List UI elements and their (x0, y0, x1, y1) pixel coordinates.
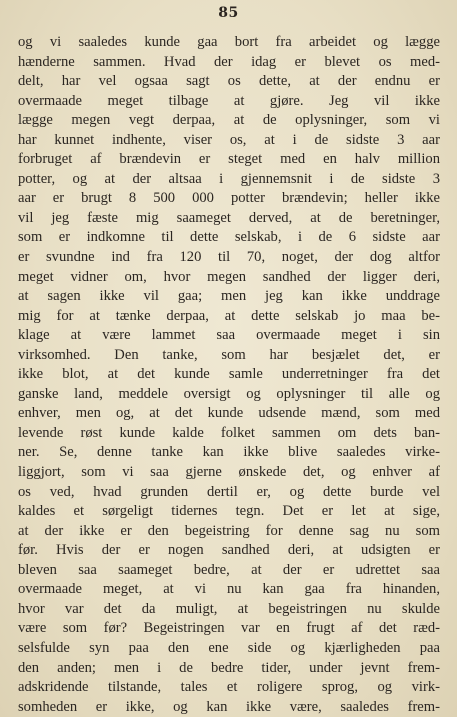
text-line: er svundne ind fra 120 til 70, noget, der dog altfor (18, 249, 440, 266)
text-line: har kunnet indhente, viser os, at i de sidste 3 aar (18, 131, 440, 148)
text-line: kaldes et sørgeligt tidernes tegn. Det er let at sige, (18, 503, 440, 520)
text-line: virksomhed. Den tanke, som har besjælet det, er (18, 346, 440, 363)
text-line: aar er brugt 8 500 000 potter brændevin; heller ikke (18, 190, 440, 207)
text-line: klage at være lammet saa overmaade meget i sin (18, 327, 440, 344)
text-line: selsfulde syn paa den ene side og kjærligheden paa (18, 639, 440, 656)
text-line: før. Hvis der er nogen sandhed deri, at udsigten er (18, 542, 440, 559)
text-line: at sagen ikke vil gaa; men jeg kan ikke unddrage (18, 288, 440, 305)
text-line: levende røst kunde kalde folket sammen om dets ban- (18, 424, 440, 441)
text-line: enhver, men og, at det kunde udsende mænd, som med (18, 405, 440, 422)
text-line: den anden; men i de bedre tider, under jevnt frem- (18, 659, 440, 676)
text-line: adskridende tilstande, tales et roligere sprog, og virk- (18, 679, 440, 696)
text-line: somheden er ikke, og kan ikke være, saaledes frem- (18, 698, 440, 715)
text-line: som er indkomne til dette selskab, i de 6 sidste aar (18, 229, 440, 246)
text-line: og vi saaledes kunde gaa bort fra arbeidet og lægge (18, 34, 440, 50)
text-line: overmaade meget, at vi nu kan gaa fra hinanden, (18, 581, 440, 598)
text-line: ikke blot, at det kunde samle underretninger fra det (18, 366, 440, 383)
text-line: bleven saa saameget bedre, at der er udrettet saa (18, 561, 440, 578)
text-line: mig for at tænke derpaa, at dette selskab jo maa be- (18, 307, 440, 324)
text-line: delt, har vel ogsaa sagt os dette, at der endnu er (18, 73, 440, 90)
body-text (18, 33, 440, 717)
text-line: vil jeg fæste mig saameget derved, at de beretninger, (18, 209, 440, 226)
text-line: os ved, hvad grunden dertil er, og dette burde vel (18, 483, 440, 500)
text-line: hvor var det da muligt, at begeistringen nu skulde (18, 600, 440, 617)
text-line: ner. Se, denne tanke kan ikke blive saaledes virke- (18, 444, 440, 461)
text-line: at der ikke er den begeistring for denne sag nu som (18, 522, 440, 539)
text-line: potter, og at der altsaa i gjennemsnit i de sidste 3 (18, 170, 440, 187)
text-line: lægge megen vegt derpaa, at de oplysninger, som vi (18, 112, 440, 129)
page-number: 85 (218, 5, 239, 21)
text-line: overmaade meget tilbage at gjøre. Jeg vil ikke (18, 92, 440, 109)
text-line: meget vidner om, hvor megen sandhed der ligger deri, (18, 268, 440, 285)
text-line: være som før? Begeistringen var en frugt af det ræd- (18, 620, 440, 637)
text-line: liggjort, som vi saa gjerne ønskede det, og enhver af (18, 464, 440, 481)
text-line: hænderne sammen. Hvad der idag er blevet os med- (18, 53, 440, 70)
text-line: ganske land, meddele oversigt og oplysninger til alle og (18, 385, 440, 402)
text-line: forbruget af brændevin er steget med en halv million (18, 151, 440, 168)
